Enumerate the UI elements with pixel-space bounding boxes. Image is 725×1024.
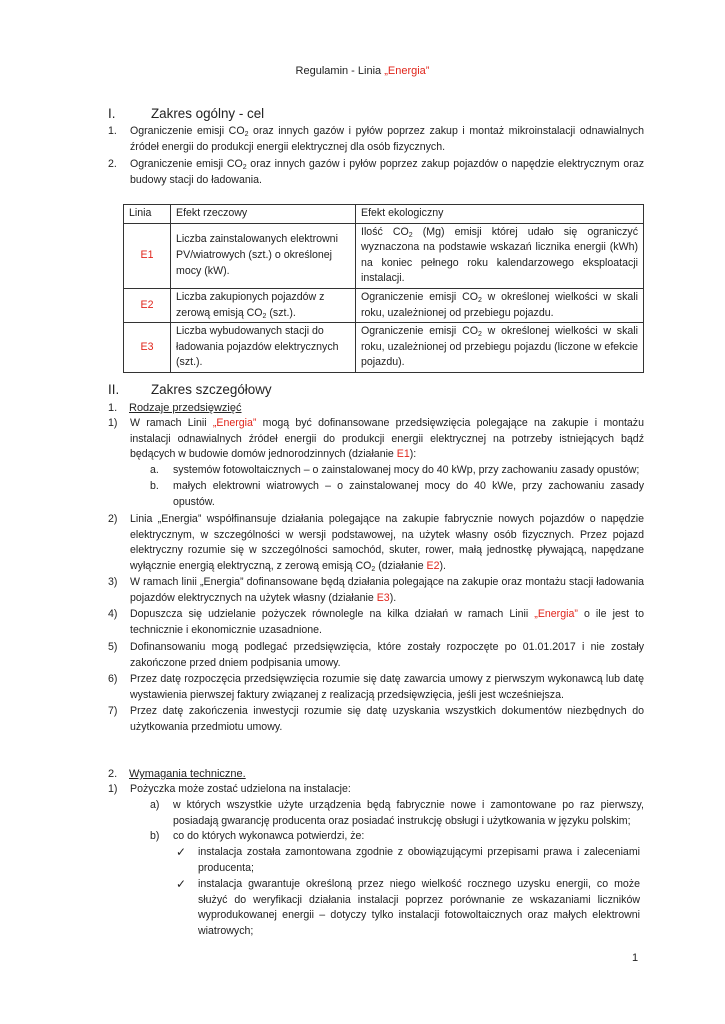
line-code: E1 [124,223,171,288]
table-header-row [124,205,644,224]
material-effect-cell: Liczba zainstalowanych elektrowni PV/wiatrowych (szt.) o określonej mocy (kW). [171,223,356,288]
column-header-line: Linia [124,205,171,224]
page-number: 1 [632,952,639,964]
check-mark-icon: ✓ [176,845,187,859]
ecological-effect-cell: Ograniczenie emisji $CO_2$ w określonej wielkości w skali roku, uzależnionej od przebiegu pojazdu (liczone w efekcie pojazdu). [356,323,644,373]
column-header-material-effect: Efekt rzeczowy [171,205,356,224]
list-item: 2) Linia „Energia” współfinansuje działania polegające na zakupie fabrycznie nowych pojazdów o napędzie elektrycznym, w szczególności w wersji podstawowej, na użytek własny osób fizycznych. Przez pojazd elektryczny rozumie się w szczególności samochód, skuter, rower, małą jednostkę pływającą, napędzane wyłącznie energią elektryczną, z zerową emisją $CO_2$ (działanie E2). [108,513,644,573]
column-header-ecological-effect: Efekt ekologiczny [356,205,644,224]
list-sub-item: b) co do których wykonawca potwierdzi, że: [150,830,365,842]
section-heading-detailed: II. Zakres szczegółowy [108,382,272,397]
list-item: 4) Dopuszcza się udzielanie pożyczek równolegle na kilka działań w ramach Linii „Energia” o ile jest to technicznie i ekonomicznie uzasadnione. [108,608,645,636]
list-item: 6) Przez datę rozpoczęcia przedsięwzięcia rozumie się datę zawarcia umowy z pierwszym wykonawcą lub datę wystawienia pierwszej faktury związanej z realizacją przedsięwzięcia, jeśli jest wcześniejsza. [108,673,644,701]
list-item: 2. Ograniczenie emisji $CO_2$ oraz innych gazów i pyłów poprzez zakup pojazdów o napędzie elektrycznym oraz budowy stacji do ładowania. [108,158,644,186]
list-sub-item: b. małych elektrowni wiatrowych – o zainstalowanej mocy do 40 kWe, przy zachowaniu zasady opustów. [150,480,644,508]
section-heading-general: I. Zakres ogólny - cel [108,106,265,121]
list-item: 1) W ramach Linii „Energia” mogą być dofinansowane przedsięwzięcia polegające na zakupie i montażu instalacji odnawialnych źródeł energii do produkcji energii elektrycznej na potrzeby istniejących bądź będących w budowie domów jednorodzinnych (działanie E1): [108,417,644,461]
table-row [124,223,644,288]
list-item: 5) Dofinansowaniu mogą podlegać przedsięwzięcia, które zostały rozpoczęte po 01.01.2017 i nie zostały zakończone przed dniem podpisania umowy. [108,641,644,669]
ecological-effect-cell: Ilość $CO_2$ (Mg) emisji której udało się ograniczyć wyznaczona na podstawie wskazań licznika energii (kWh) na koniec pełnego roku kalendarzowego eksploatacji instalacji. [356,223,644,288]
line-name: „Energia” [384,65,430,77]
list-item: 3) W ramach linii „Energia” dofinansowane będą działania polegające na zakupie oraz montażu stacji ładowania pojazdów elektrycznych na użytek własny (działanie E3). [108,576,644,604]
list-item: 7) Przez datę zakończenia inwestycji rozumie się datę uzyskania wszystkich dokumentów niezbędnych do użytkowania przedmiotu umowy. [108,705,644,733]
material-effect-cell: Liczba wybudowanych stacji do ładowania pojazdów elektrycznych (szt.). [171,323,356,373]
effects-table [123,204,644,373]
document-title: Regulamin - Linia „Energia” [295,65,430,77]
line-code: E3 [124,323,171,373]
list-sub-item: a) w których wszystkie użyte urządzenia będą fabrycznie nowe i zamontowane po raz pierwszy, posiadają gwarancję producenta oraz posiadać instrukcję obsługi i użytkowania w języku polskim; [150,799,644,827]
check-mark-icon: ✓ [176,877,187,891]
material-effect-cell: Liczba zakupionych pojazdów z zerową emisją $CO_2$ (szt.). [171,288,356,322]
subsection-heading-technical: 2. Wymagania techniczne. [108,768,246,780]
subsection-heading-projects: 1. Rodzaje przedsięwzięć [108,402,242,414]
table-row [124,323,644,373]
checklist-item: ✓ instalacja gwarantuje określoną przez niego wielkość rocznego uzysku energii, co może służyć do weryfikacji działania instalacji poprzez porównanie ze wskazaniami liczników wyprodukowanej energii – dotyczy tylko instalacji fotowoltaicznych oraz małych elektrowni wiatrowych; [176,877,640,937]
line-code: E2 [124,288,171,322]
list-item: 1. Ograniczenie emisji $CO_2$ oraz innych gazów i pyłów poprzez zakup i montaż mikroinstalacji odnawialnych źródeł energii do produkcji energii elektrycznej dla osób fizycznych. [108,125,644,153]
list-sub-item: a. systemów fotowoltaicznych – o zainstalowanej mocy do 40 kWp, przy zachowaniu zasady opustów; [150,464,640,476]
checklist-item: ✓ instalacja została zamontowana zgodnie z obowiązującymi przepisami prawa i zaleceniami producenta; [176,845,640,874]
ecological-effect-cell: Ograniczenie emisji $CO_2$ w określonej wielkości w skali roku, uzależnionej od przebiegu pojazdu. [356,288,644,322]
list-item: 1) Pożyczka może zostać udzielona na instalacje: [108,783,351,795]
table-row [124,288,644,322]
